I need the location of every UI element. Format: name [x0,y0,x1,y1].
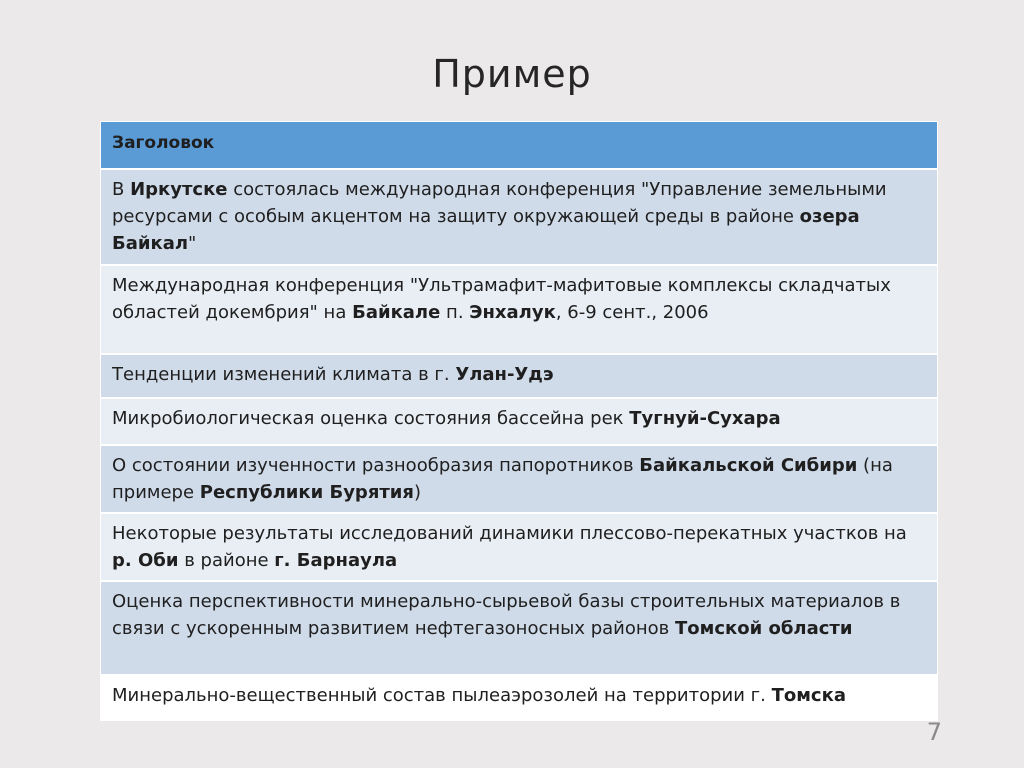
table-cell [101,398,938,445]
cell-text: Минерально-вещественный состав пылеаэрозолей на территории г. [112,685,772,706]
cell-text: Оценка перспективности минерально-сырьевой базы строительных материалов в связи с ускоренным развитием нефтегазоносных районов [112,591,901,639]
table-cell [101,581,938,675]
bold-text: Тугнуй-Сухара [629,408,781,429]
table-row [101,169,938,265]
cell-text: в районе [178,550,275,571]
bold-text: Энхалук [469,302,556,323]
cell-text: , 6-9 сент., 2006 [555,302,709,323]
cell-text: Микробиологическая оценка состояния бассейна рек [112,408,630,429]
table-row [101,398,938,445]
page-number: 7 [926,718,942,746]
bold-text: Томской области [675,618,853,639]
table-header-cell: Заголовок [101,122,938,170]
cell-text: ) [413,482,422,503]
bold-text: Республики Бурятия [199,482,414,503]
table-cell [101,265,938,354]
bold-text: Томска [771,685,846,706]
cell-text: состоялась международная конференция "Управление земельными ресурсами с особым акцентом на защиту окружающей среды в районе [112,179,887,227]
bold-text: Улан-Удэ [455,364,554,385]
bold-text: г. Барнаула [274,550,398,571]
table-row [101,513,938,581]
bold-text: Байкале [352,302,441,323]
table-row [101,265,938,354]
cell-text: О состоянии изученности разнообразия папоротников [112,455,640,476]
slide-title: Пример [432,52,592,96]
table-row [101,354,938,398]
bold-text: озера Байкал [112,206,860,254]
table-header-row [101,122,938,170]
bold-text: Байкальской Сибири [639,455,858,476]
table-cell [101,169,938,265]
bold-text: р. Оби [112,550,179,571]
cell-text: В [112,179,131,200]
table-cell [101,354,938,398]
table-cell [101,675,938,721]
cell-text: п. [440,302,470,323]
cell-text: (на примере [112,455,893,503]
table-row [101,581,938,675]
table-cell [101,513,938,581]
cell-text: Тенденции изменений климата в г. [112,364,456,385]
table-row [101,445,938,513]
cell-text: " [188,233,197,254]
bold-text: Иркутске [130,179,228,200]
table-row [101,675,938,721]
conference-table [100,121,938,721]
cell-text: Некоторые результаты исследований динамики плессово-перекатных участков на [112,523,907,544]
table-cell [101,445,938,513]
cell-text: Международная конференция "Ультрамафит-мафитовые комплексы складчатых областей докембрия" на [112,275,891,323]
